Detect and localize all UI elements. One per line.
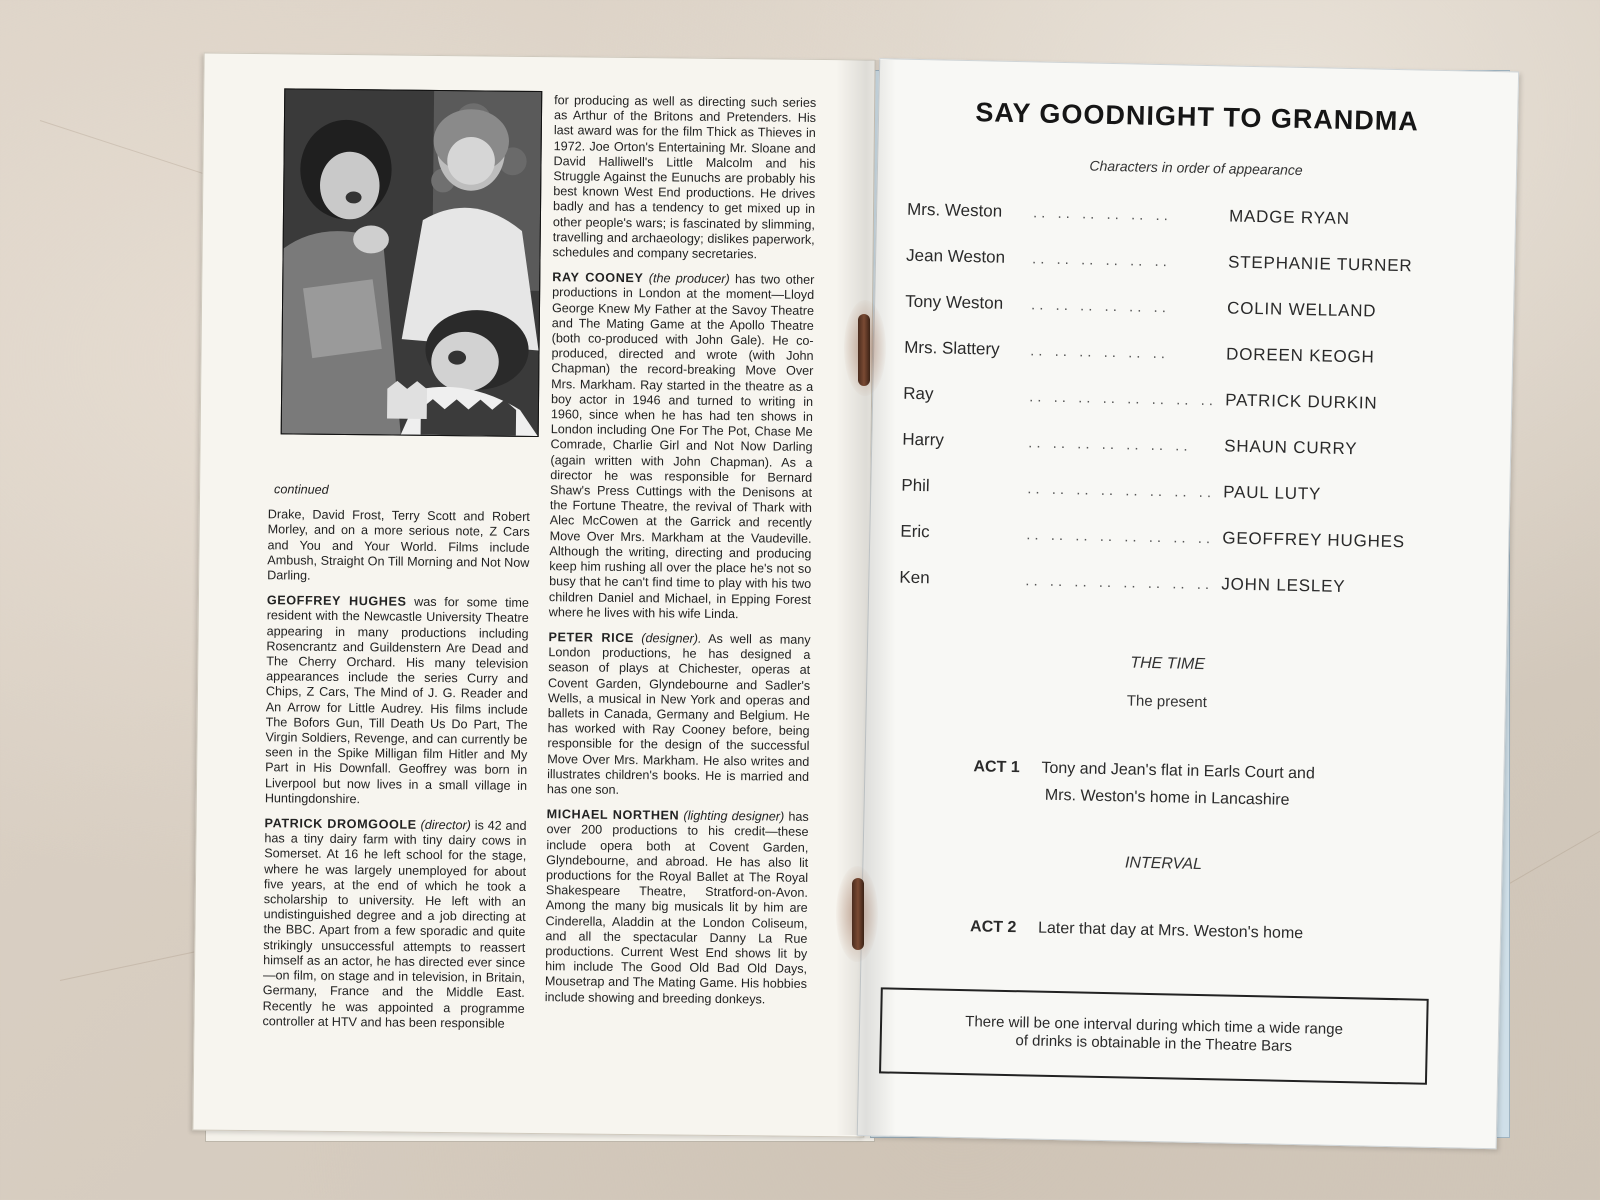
- act-label: ACT 1: [973, 758, 1020, 777]
- bio-role: (the producer): [648, 271, 730, 287]
- character-name: Mrs. Slattery: [904, 337, 1000, 359]
- leader-dots: .. .. .. .. .. ..: [1030, 342, 1170, 363]
- leader-dots: .. .. .. .. .. ..: [1031, 250, 1172, 271]
- bio-name: MICHAEL NORTHEN: [546, 807, 680, 823]
- bio-michael-northen: [545, 807, 809, 1007]
- leader-dots: .. .. .. .. .. ..: [1032, 204, 1173, 225]
- bio-name: GEOFFREY HUGHES: [266, 593, 407, 609]
- character-name: Tony Weston: [905, 291, 1004, 313]
- leader-dots: .. .. .. .. .. .. .. ..: [1026, 526, 1215, 548]
- interval-heading: INTERVAL: [1124, 854, 1203, 874]
- character-name: Harry: [902, 429, 945, 450]
- bio-text: was for some time resident with the Newcastle University Theatre appearing in many productions including Rosencrantz and Guildenstern Are Dead and The Cherry Orchard. His many television appearances include the series Curry and Chips, Z Cars, The Mind of J. G. Reader and An Arrow for Little Audrey. His films include The Bofors Gun, Till Death Us Do Part, The Virgin Soldiers, Revenge, and can currently be seen in the Spike Milligan film Hitler and My Part in His Downfall. Geoffrey was born in Liverpool but now lives in a small village in Huntingdonshire.: [264, 594, 529, 807]
- bio-text: has over 200 productions to his credit—these include opera both at Covent Garden, Glyndebourne, and abroad. He has also lit productions for the Royal Ballet at The Royal Shakespeare Theatre, Stratford-on-Avon. Among the many big musicals lit by him are Cinderella, Aladdin at the London Coliseum, and all the spectacular Danny La Rue productions. Current West End shows lit by him include The Good Old Bad Old Days, Mousetrap and The Mating Game. His hobbies include showing and breeding donkeys.: [544, 809, 809, 1007]
- bio-patrick-dromgoole: [262, 816, 526, 1032]
- bio-geoffrey-hughes: [265, 593, 529, 809]
- actor-name: DOREEN KEOGH: [1225, 344, 1375, 367]
- cast-list: [899, 200, 1468, 626]
- notice-line: There will be one interval during which time a wide range: [965, 1013, 1344, 1039]
- bio-text: is 42 and has a tiny dairy farm with tiny dairy cows in Somerset. At 16 he left school for the stage, where he was largely unemployed for about five years, at the end of which he took a scholarship to university. He left with an undistinguished degree and a job directing at the BBC. Apart from a few sporadic and quite strikingly unsuccessful attempts to reassert himself as an actor, he has directed ever since—on film, on stage and in television, in Britain, Germany, France and the Middle East. Recently he was appointed a programme controller at HTV and has been responsible: [262, 818, 527, 1031]
- actor-name: GEOFFREY HUGHES: [1222, 528, 1406, 552]
- time-value: The present: [1126, 692, 1208, 712]
- staple-icon: [858, 314, 870, 386]
- act-label: ACT 2: [969, 918, 1017, 937]
- character-name: Eric: [900, 521, 930, 542]
- bar-notice-box: [879, 987, 1429, 1084]
- actor-name: JOHN LESLEY: [1221, 574, 1346, 596]
- time-heading: THE TIME: [1130, 654, 1206, 674]
- bio-text: As well as many London productions, he has designed a season of plays at Chichester, operas at Covent Garden, Glyndebourne and Sadler's Wells, a musical in New York and operas and ballets in Canada, Germany and Belgium. He has worked with Ray Cooney before, being responsible for the design of the successful Move Over Mrs. Markham. He also writes and illustrates children's books. He is married and has one son.: [546, 631, 811, 797]
- staple-icon: [852, 878, 864, 950]
- actor-name: MADGE RYAN: [1228, 206, 1350, 229]
- actor-name: SHAUN CURRY: [1224, 436, 1358, 459]
- leader-dots: .. .. .. .. .. .. .. ..: [1027, 480, 1216, 502]
- bio-peter-rice: [547, 630, 811, 800]
- leader-dots: .. .. .. .. .. .. ..: [1028, 434, 1192, 455]
- character-name: Ken: [899, 567, 930, 588]
- left-column: [262, 482, 530, 1042]
- character-name: Mrs. Weston: [906, 199, 1003, 221]
- bio-name: PATRICK DROMGOOLE: [264, 816, 417, 832]
- bio-role: (lighting designer): [683, 808, 785, 824]
- character-name: Ray: [903, 383, 934, 404]
- bio-role: (director): [420, 817, 472, 833]
- actor-name: PATRICK DURKIN: [1225, 390, 1378, 413]
- act-description: Later that day at Mrs. Weston's home: [1037, 919, 1304, 943]
- continued-paragraph: for producing as well as directing such series as Arthur of the Britons and Pretenders. His last award was for the film Thick as Thieves in 1972. Joe Orton's Entertaining Mr. Sloane and David Halliwell's Little Malcolm and his Struggle Against the Eunuchs are probably his best known West End productions. He drives badly and has a tendency to get mixed up in other people's wars; is fascinated by slimming, travelling and archaeology; dislikes paperwork, schedules and company secretaries.: [552, 93, 817, 262]
- bio-name: RAY COONEY: [552, 270, 644, 286]
- cast-photo: [281, 88, 543, 437]
- notice-line: of drinks is obtainable in the Theatre Bars: [1015, 1032, 1293, 1055]
- right-column: [545, 93, 817, 1017]
- bio-text: has two other productions in London at the moment—Lloyd George Knew My Father at the Savoy Theatre and The Mating Game at the Apollo Theatre (both co-produced with John Gale). He co-produced, directed and wrote (with John Chapman) the record-breaking Move Over Mrs. Markham. Ray started in the theatre as a boy actor in 1946 and turned to writing in 1960, since when he has had ten shows in London including One For The Pot, Chase Me Comrade, Charlie Girl and Not Now Darling (again written with John Chapman). As a director he was responsible for Bernard Shaw's Press Cuttings with the Denisons at the Fortune Theatre, the revival of Thark with Alec McCowen at the Garrick and recently Move Over Mrs. Markham at the Vaudeville. Although the writing, directing and producing keep him rushing all over the place he's not so busy that he can't find time to play with his two children Daniel and Michael, in Epping Forest where he lives with his wife Linda.: [548, 272, 815, 621]
- actor-name: COLIN WELLAND: [1226, 298, 1377, 321]
- actor-name: STEPHANIE TURNER: [1227, 252, 1413, 276]
- leader-dots: .. .. .. .. .. ..: [1030, 296, 1171, 317]
- bio-ray-cooney: [549, 270, 815, 622]
- cast-subtitle: Characters in order of appearance: [1089, 157, 1303, 179]
- continued-label: continued: [274, 482, 329, 497]
- act-2: [970, 913, 1400, 949]
- act-description-cont: Mrs. Weston's home in Lancashire: [1044, 786, 1290, 809]
- play-title: SAY GOODNIGHT TO GRANDMA: [975, 97, 1420, 137]
- right-page: [857, 58, 1519, 1149]
- actor-name: PAUL LUTY: [1223, 482, 1322, 504]
- act-description: Tony and Jean's flat in Earls Court and: [1041, 759, 1316, 783]
- act-1: [973, 753, 1404, 816]
- character-name: Phil: [901, 475, 930, 496]
- bio-role: (designer).: [641, 631, 702, 646]
- left-page: [192, 53, 875, 1138]
- bio-name: PETER RICE: [548, 630, 635, 645]
- leader-dots: .. .. .. .. .. .. .. ..: [1025, 572, 1214, 594]
- intro-paragraph: Drake, David Frost, Terry Scott and Robert Morley, and on a more serious note, Z Cars and You and Your World. Films include Ambush, Straight On Till Morning and Not Now Darling.: [267, 507, 530, 583]
- leader-dots: .. .. .. .. .. .. .. ..: [1029, 388, 1218, 410]
- character-name: Jean Weston: [905, 245, 1006, 267]
